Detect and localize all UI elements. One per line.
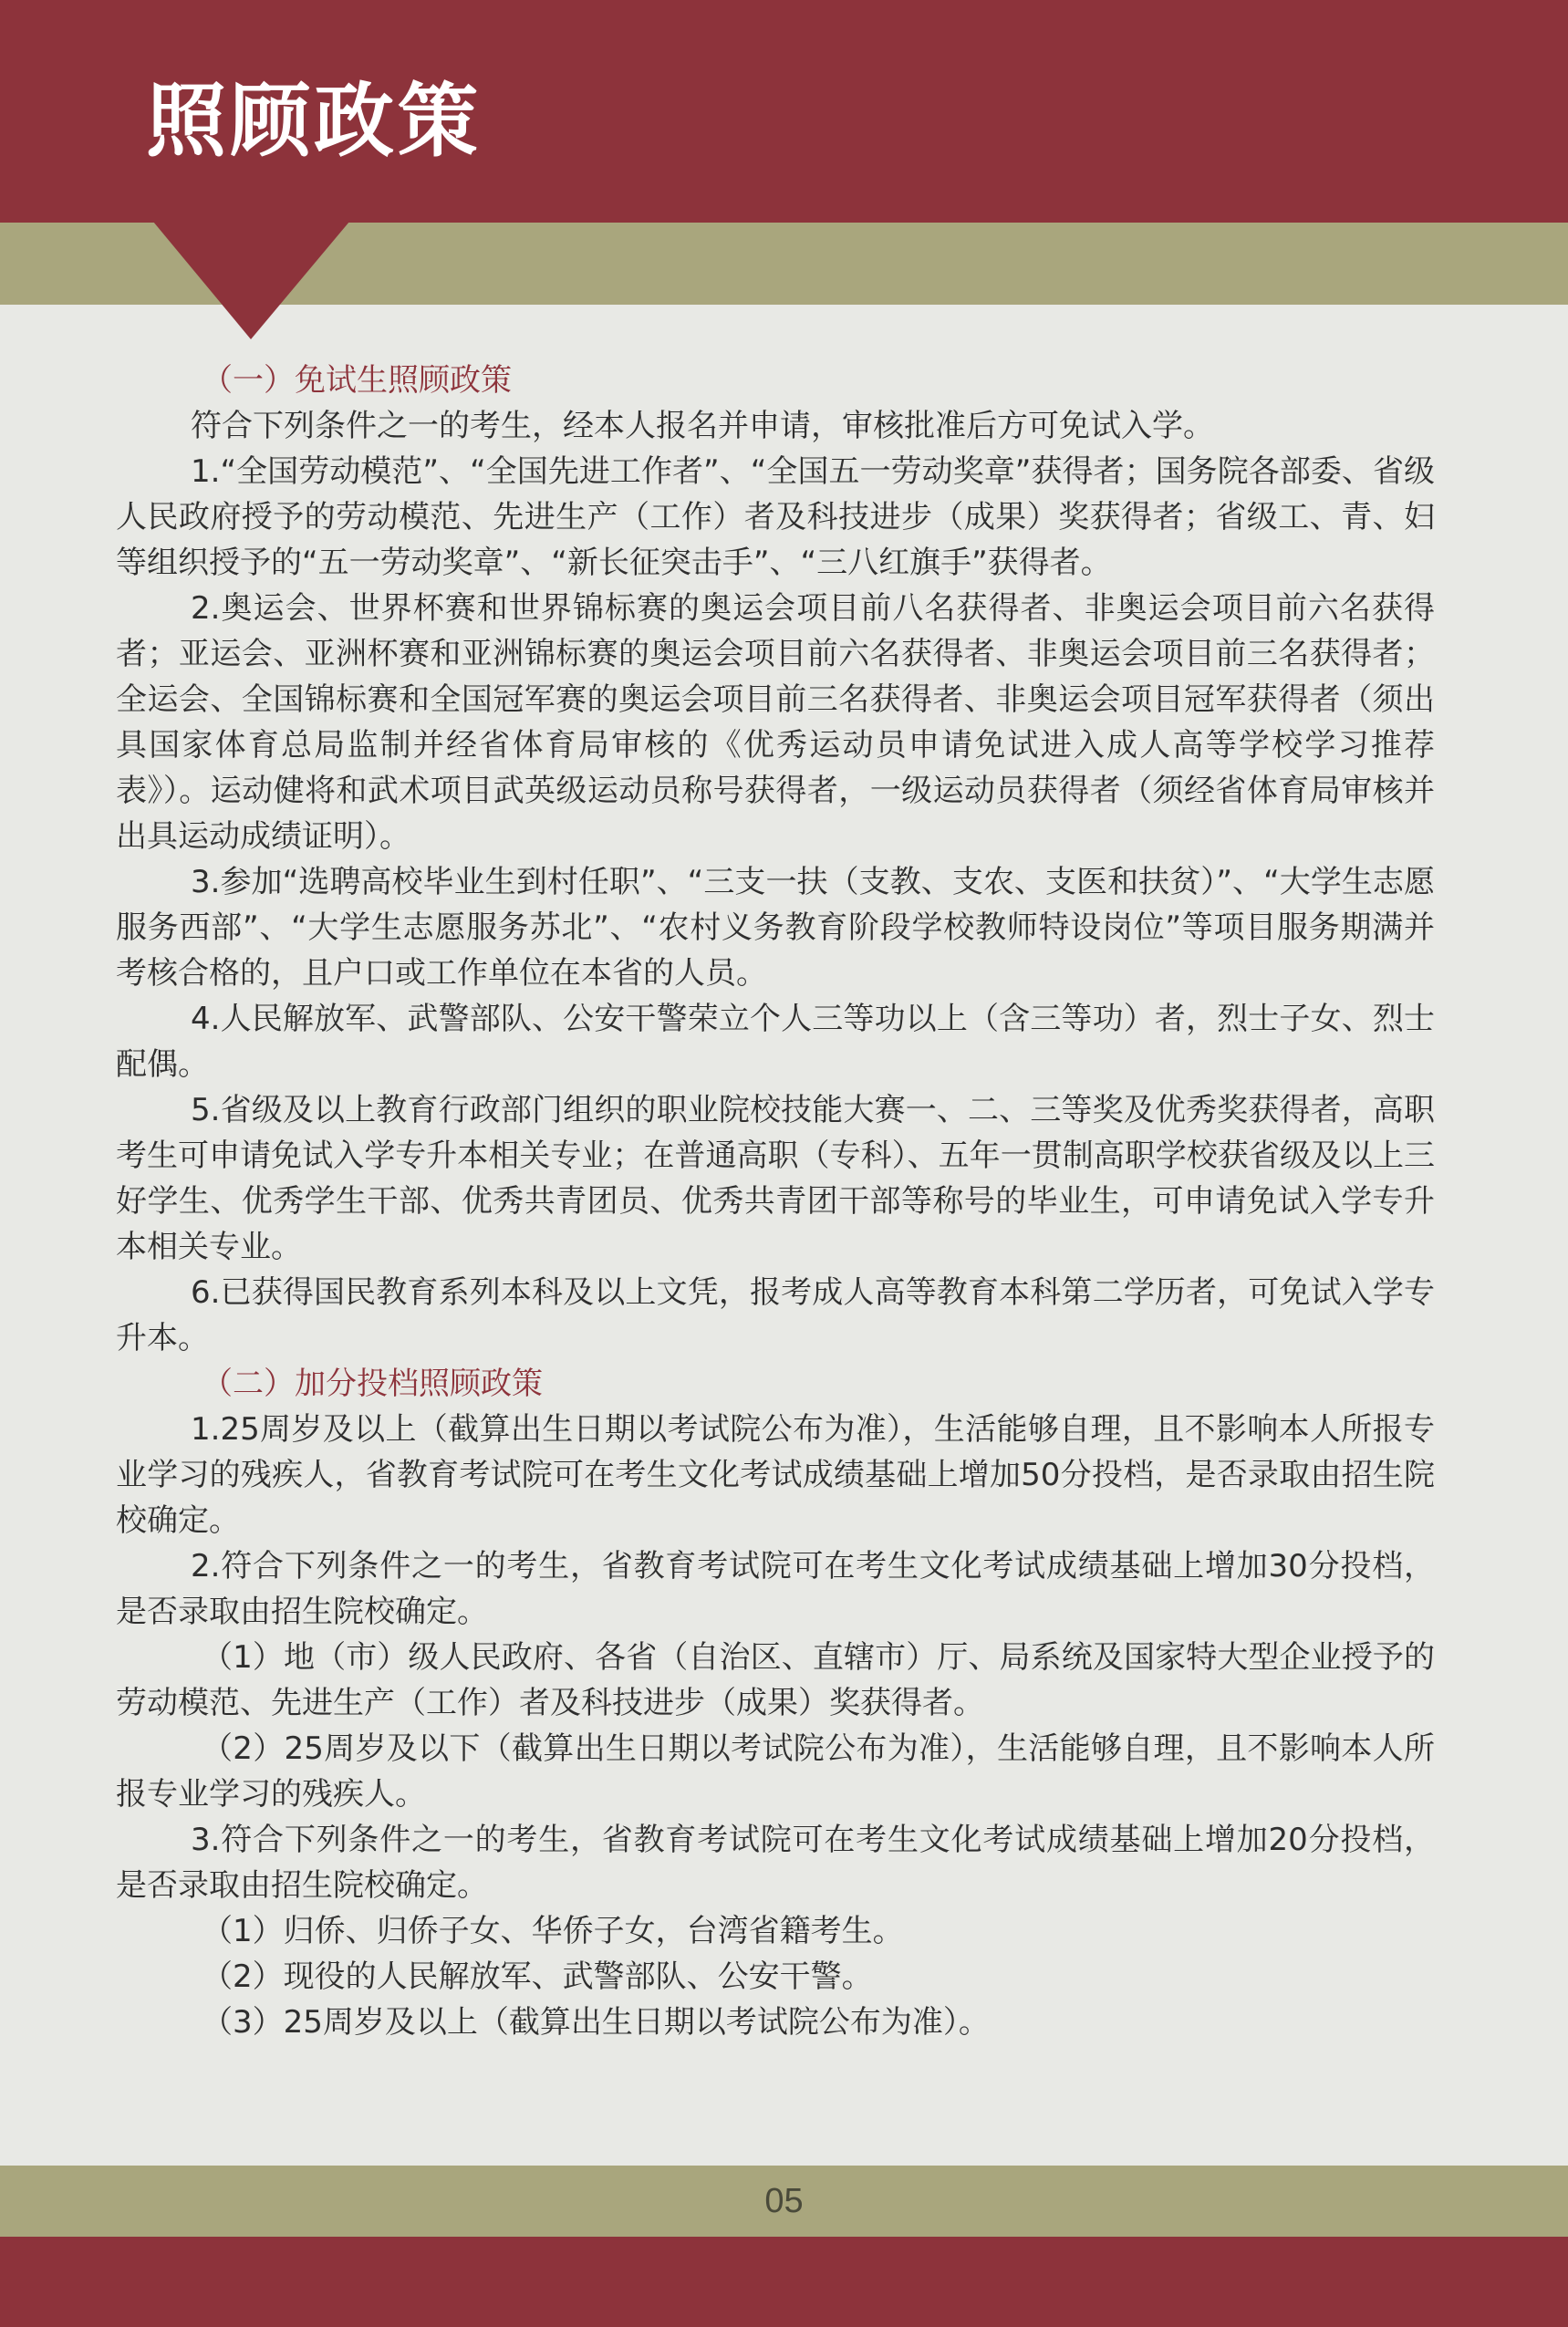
page-number: 05 xyxy=(764,2182,804,2220)
paragraph: （3）25周岁及以上（截算出生日期以考试院公布为准）。 xyxy=(202,2004,990,2041)
policy-content xyxy=(116,358,1435,2045)
paragraph: 1.25周岁及以上（截算出生日期以考试院公布为准），生活能够自理，且不影响本人所报专业学习的残疾人，省教育考试院可在考生文化考试成绩基础上增加50分投档，是否录取由招生院校确定。 xyxy=(116,1411,1435,1539)
header-stripe xyxy=(0,223,1568,305)
section-heading: （二）加分投档照顾政策 xyxy=(202,1366,543,1402)
paragraph: 4.人民解放军、武警部队、公安干警荣立个人三等功以上（含三等功）者，烈士子女、烈士配偶。 xyxy=(116,1001,1435,1083)
paragraph: 5.省级及以上教育行政部门组织的职业院校技能大赛一、二、三等奖及优秀奖获得者，高职考生可申请免试入学专升本相关专业；在普通高职（专科）、五年一贯制高职学校获省级及以上三好学生、优秀学生干部、优秀共青团员、优秀共青团干部等称号的毕业生，可申请免试入学专升本相关专业。 xyxy=(116,1092,1435,1265)
paragraph: 6.已获得国民教育系列本科及以上文凭，报考成人高等教育本科第二学历者，可免试入学专升本。 xyxy=(116,1274,1435,1356)
paragraph: 2.奥运会、世界杯赛和世界锦标赛的奥运会项目前八名获得者、非奥运会项目前六名获得者；亚运会、亚洲杯赛和亚洲锦标赛的奥运会项目前六名获得者、非奥运会项目前三名获得者；全运会、全国锦标赛和全国冠军赛的奥运会项目前三名获得者、非奥运会项目冠军获得者（须出具国家体育总局监制并经省体育局审核的《优秀运动员申请免试进入成人高等学校学习推荐表》）。运动健将和武术项目武英级运动员称号获得者，一级运动员获得者（须经省体育局审核并出具运动成绩证明）。 xyxy=(116,590,1435,855)
paragraph: 1.“全国劳动模范”、“全国先进工作者”、“全国五一劳动奖章”获得者；国务院各部委、省级人民政府授予的劳动模范、先进生产（工作）者及科技进步（成果）奖获得者；省级工、青、妇等组织授予的“五一劳动奖章”、“新长征突击手”、“三八红旗手”获得者。 xyxy=(116,453,1435,581)
page-title: 照顾政策 xyxy=(146,73,483,168)
paragraph: 2.符合下列条件之一的考生，省教育考试院可在考生文化考试成绩基础上增加30分投档，是否录取由招生院校确定。 xyxy=(116,1548,1435,1630)
paragraph: （2）现役的人民解放军、武警部队、公安干警。 xyxy=(202,1958,873,1995)
paragraph: （1）地（市）级人民政府、各省（自治区、直辖市）厅、局系统及国家特大型企业授予的劳动模范、先进生产（工作）者及科技进步（成果）奖获得者。 xyxy=(116,1639,1435,1721)
paragraph: （2）25周岁及以下（截算出生日期以考试院公布为准），生活能够自理，且不影响本人所报专业学习的残疾人。 xyxy=(116,1730,1435,1813)
footer-banner xyxy=(0,2237,1568,2327)
section-heading: （一）免试生照顾政策 xyxy=(202,362,512,399)
paragraph: （1）归侨、归侨子女、华侨子女，台湾省籍考生。 xyxy=(202,1913,904,1949)
paragraph: 3.参加“选聘高校毕业生到村任职”、“三支一扶（支教、支农、支医和扶贫）”、“大学生志愿服务西部”、“大学生志愿服务苏北”、“农村义务教育阶段学校教师特设岗位”等项目服务期满并考核合格的，且户口或工作单位在本省的人员。 xyxy=(116,864,1435,992)
paragraph: 符合下列条件之一的考生，经本人报名并申请，审核批准后方可免试入学。 xyxy=(191,408,1214,444)
paragraph: 3.符合下列条件之一的考生，省教育考试院可在考生文化考试成绩基础上增加20分投档，是否录取由招生院校确定。 xyxy=(116,1822,1435,1904)
